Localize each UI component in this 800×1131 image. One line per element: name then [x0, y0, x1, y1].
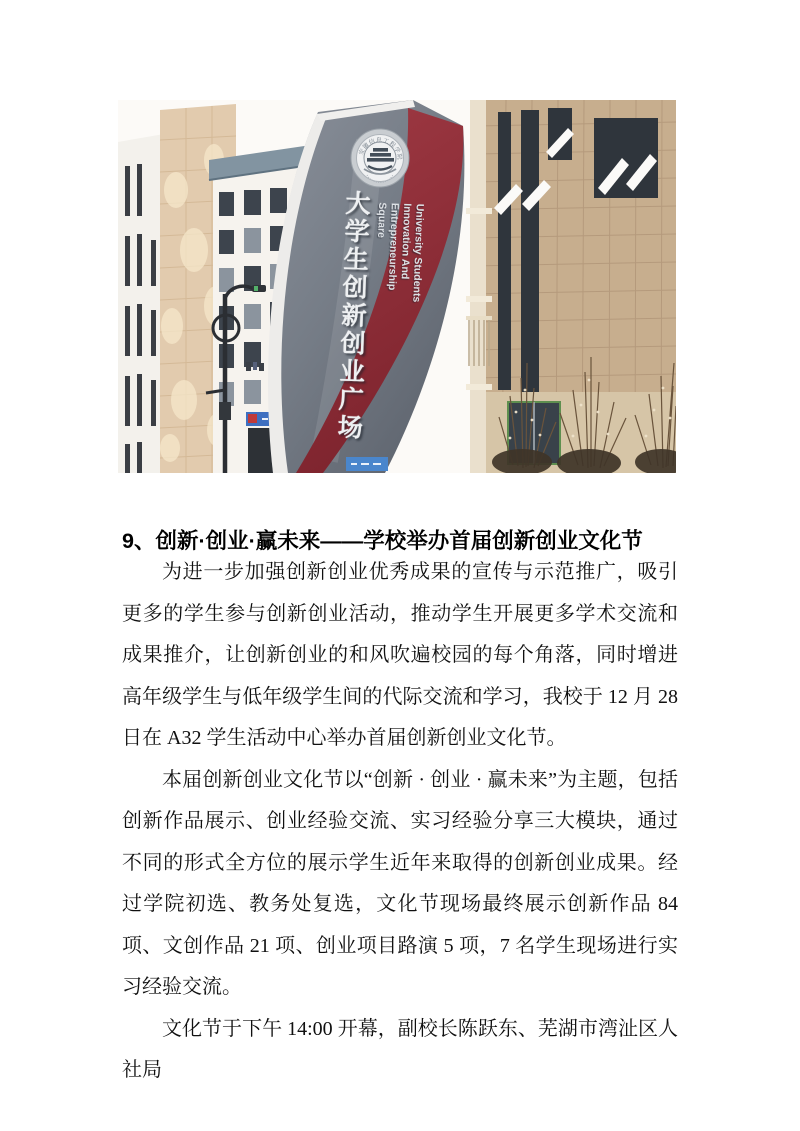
section-heading: 9、创新·创业·赢未来——学校举办首届创新创业文化节	[122, 528, 643, 553]
sign-chinese-text: 大学生创新创业广场	[333, 189, 371, 443]
left-white-tower	[118, 134, 164, 473]
paragraph: 文化节于下午 14:00 开幕，副校长陈跃东、芜湖市湾沚区人社局	[122, 1017, 678, 1081]
university-emblem-icon	[351, 129, 409, 187]
right-building	[466, 100, 676, 473]
sign-english-line: Entrepreneurship	[385, 202, 401, 291]
article-body	[122, 552, 678, 1092]
emblem-arc-text: 安徽信息工程学院	[358, 137, 403, 161]
laundry	[246, 362, 264, 371]
base-blue-sign	[346, 457, 388, 471]
paragraph: 本届创新创业文化节以“创新 · 创业 · 赢未来”为主题，包括创新作品展示、创业经验交流、实习经验分享三大模块，通过不同的形式全方位的展示学生近年来取得的创新创业成果。经过学院初选、教务处复选，文化节现场最终展示创新作品 84 项、文创作品 21 项、创业项目路演 5 项，7 名学生现场进行实习经验交流。	[122, 768, 678, 998]
sign-english-line: Square	[375, 202, 389, 239]
article-photo	[118, 100, 676, 473]
sign-english-line: University Students	[410, 203, 426, 303]
sign-english-line: Innovation And	[398, 203, 414, 280]
paragraph: 为进一步加强创新创业优秀成果的宣传与示范推广，吸引更多的学生参与创新创业活动，推动学生开展更多学术交流和成果推介，让创新创业的和风吹遍校园的每个角落，同时增进高年级学生与低年级学生间的代际交流和学习，我校于 12 月 28 日在 A32 学生活动中心举办首届创新创业文化节。	[122, 561, 678, 749]
sign-english-text	[370, 202, 426, 364]
